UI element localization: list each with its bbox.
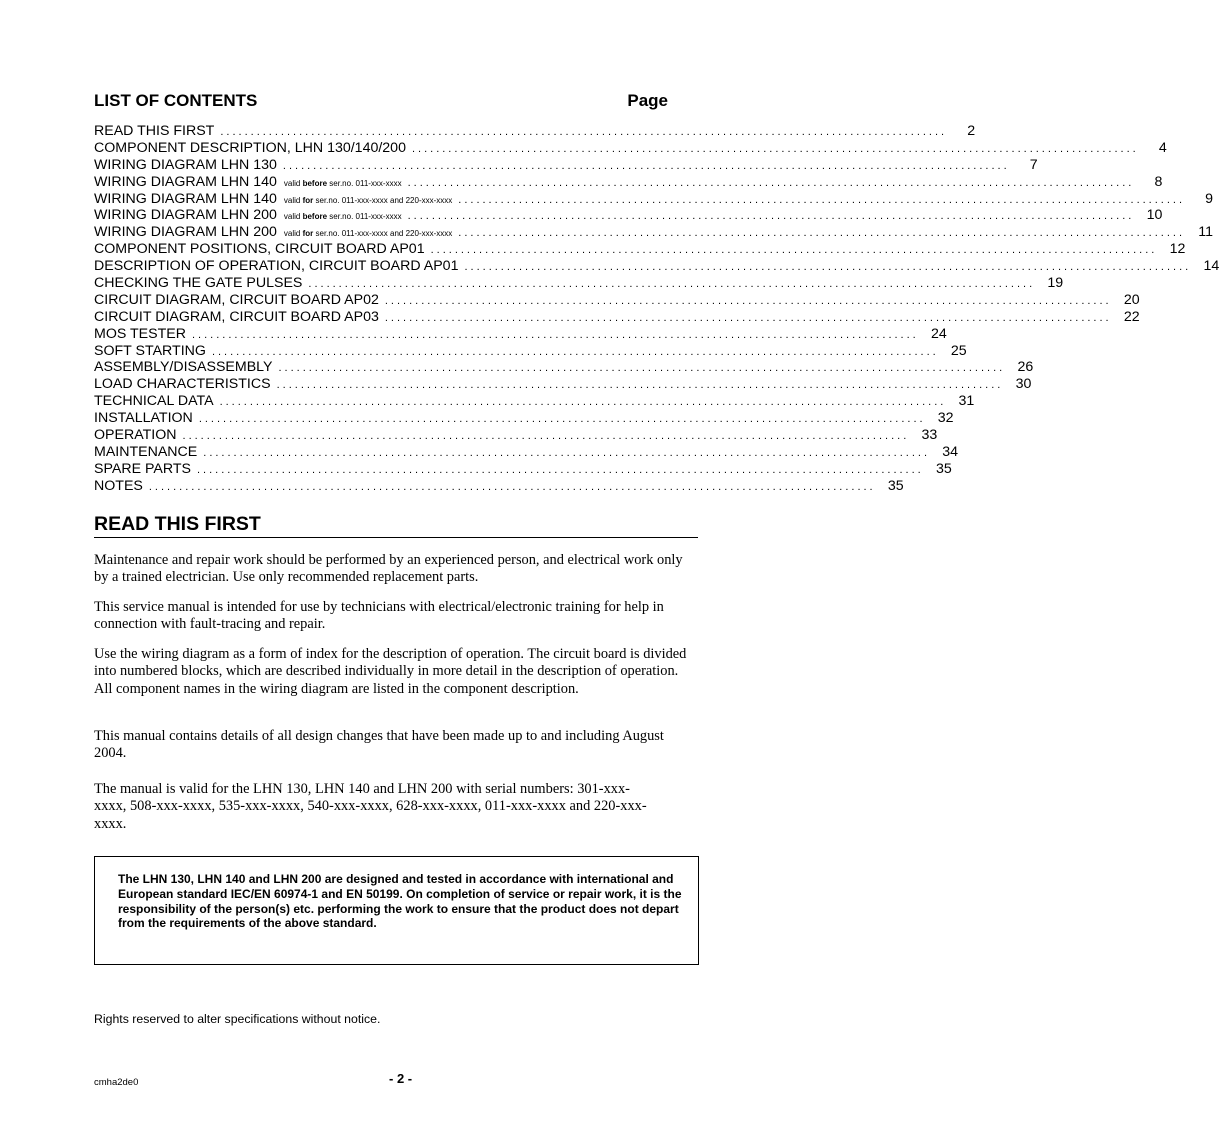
standards-notice-text: The LHN 130, LHN 140 and LHN 200 are designed and tested in accordance with international and European standard IEC/EN 60974-1 and EN 50199. On completion of service or repair work, it is the responsibility of the person(s) etc. performing the work to ensure that the product does not depart from the requirements of the above standard. (118, 872, 682, 931)
toc-entry (94, 359, 1034, 376)
toc-dot-leader: ........................................................................................................................ (219, 396, 947, 409)
toc-dot-leader: ........................................................................................................................ (196, 463, 924, 476)
toc-dot-leader: ........................................................................................................................ (148, 480, 876, 493)
toc-dot-leader: ........................................................................................................................ (198, 413, 926, 426)
toc-entry-page: 12 (1169, 241, 1186, 258)
toc-page-label: Page (627, 91, 668, 110)
toc-entry-page: 35 (935, 460, 952, 477)
toc-entry-validity-note: valid before ser.no. 011-xxx-xxxx (283, 178, 402, 188)
toc-entry-title: SPARE PARTS (94, 460, 191, 477)
toc-dot-leader: ........................................................................................................................ (407, 176, 1135, 189)
toc-dot-leader: ........................................................................................................................ (411, 142, 1139, 155)
toc-entry (94, 207, 1163, 224)
toc-entry-page: 19 (1047, 275, 1064, 292)
toc-entry-page: 32 (937, 410, 954, 427)
toc-entry (94, 308, 1140, 326)
toc-entry-title: NOTES (94, 477, 143, 494)
toc-entry (94, 443, 959, 461)
toc-entry-title: WIRING DIAGRAM LHN 140 (94, 173, 277, 190)
toc-entry-page: 34 (942, 443, 959, 460)
toc-entry-title: SOFT STARTING (94, 342, 206, 359)
toc-entry (94, 325, 947, 343)
paragraph-wiring-diagram: Use the wiring diagram as a form of index for the description of operation. The circuit board is divided into numbered blocks, which are described individually in more detail in the description of operation. All component names in the wiring diagram are listed in the component description. (94, 646, 687, 697)
toc-entry (94, 173, 1163, 191)
toc-entry-page: 25 (950, 342, 967, 359)
toc-entry (94, 139, 1167, 157)
toc-dot-leader: ........................................................................................................................ (464, 261, 1192, 274)
paragraph-service-manual: This service manual is intended for use by technicians with electrical/electronic training for help in connection with fault-tracing and repair. (94, 599, 664, 633)
toc-entry-page: 33 (921, 427, 938, 444)
toc-entry (94, 342, 967, 360)
toc-entry (94, 241, 1186, 258)
toc-entry (94, 393, 975, 410)
toc-entry-title: TECHNICAL DATA (94, 393, 214, 410)
toc-entry-validity-note: valid before ser.no. 011-xxx-xxxx (283, 212, 402, 222)
toc-title: LIST OF CONTENTS (94, 91, 258, 110)
toc-entry-page: 31 (958, 393, 975, 410)
toc-entry (94, 275, 1064, 292)
toc-dot-leader: ........................................................................................................................ (282, 159, 1010, 172)
toc-entry (94, 258, 1219, 275)
toc-entry-page: 2 (967, 123, 976, 139)
toc-entry-title: CHECKING THE GATE PULSES (94, 275, 303, 292)
toc-entry (94, 224, 1214, 241)
toc-entry (94, 291, 1140, 309)
toc-heading (94, 91, 668, 111)
toc-entry (94, 190, 1214, 208)
page-number: - 2 - (389, 1071, 413, 1086)
toc-entry (94, 427, 938, 444)
toc-entry-title: COMPONENT DESCRIPTION, LHN 130/140/200 (94, 139, 406, 156)
toc-entry-page: 26 (1017, 359, 1034, 376)
toc-dot-leader: ........................................................................................................................ (182, 430, 910, 443)
toc-dot-leader: ........................................................................................................................ (384, 311, 1112, 324)
toc-dot-leader: ........................................................................................................................ (458, 193, 1186, 206)
toc-entry (94, 156, 1038, 174)
toc-dot-leader: ........................................................................................................................ (430, 244, 1158, 257)
toc-entry-page: 24 (930, 325, 947, 342)
table-of-contents (94, 123, 1219, 495)
toc-entry-title: READ THIS FIRST (94, 123, 215, 139)
toc-entry-title: OPERATION (94, 427, 177, 444)
toc-dot-leader: ........................................................................................................................ (308, 278, 1036, 291)
toc-entry-title: MAINTENANCE (94, 443, 198, 460)
toc-entry (94, 376, 1032, 393)
toc-entry-title: LOAD CHARACTERISTICS (94, 376, 271, 393)
toc-entry-title: CIRCUIT DIAGRAM, CIRCUIT BOARD AP03 (94, 308, 379, 325)
toc-entry-title: MOS TESTER (94, 325, 186, 342)
toc-entry-page: 22 (1123, 308, 1140, 325)
toc-entry-title: ASSEMBLY/DISASSEMBLY (94, 359, 273, 376)
toc-entry-title: COMPONENT POSITIONS, CIRCUIT BOARD AP01 (94, 241, 425, 258)
toc-entry-title: WIRING DIAGRAM LHN 200 (94, 224, 277, 241)
toc-entry-title: WIRING DIAGRAM LHN 130 (94, 156, 277, 173)
toc-entry-validity-note: valid for ser.no. 011-xxx-xxxx and 220-xxx-xxxx (283, 195, 453, 205)
paragraph-validity: The manual is valid for the LHN 130, LHN 140 and LHN 200 with serial numbers: 301-xxx-xxxx, 508-xxx-xxxx, 535-xxx-xxxx, 540-xxx-xxxx, 628-xxx-xxxx, 011-xxx-xxxx and 220-xxx-xxxx. (94, 781, 647, 832)
toc-entry-title: INSTALLATION (94, 410, 193, 427)
toc-entry-title: CIRCUIT DIAGRAM, CIRCUIT BOARD AP02 (94, 291, 379, 308)
toc-entry-page: 20 (1123, 291, 1140, 308)
toc-entry-page: 9 (1205, 190, 1214, 207)
toc-dot-leader: ........................................................................................................................ (220, 126, 948, 138)
toc-entry-page: 14 (1203, 258, 1219, 275)
paragraph-maintenance: Maintenance and repair work should be performed by an experienced person, and electrical work only by a trained electrician. Use only recommended replacement parts. (94, 552, 683, 586)
document-code: cmha2de0 (94, 1077, 139, 1088)
toc-entry-title: WIRING DIAGRAM LHN 200 (94, 207, 277, 224)
toc-entry-page: 7 (1029, 156, 1038, 173)
toc-dot-leader: ........................................................................................................................ (278, 362, 1006, 375)
toc-dot-leader: ........................................................................................................................ (458, 227, 1186, 240)
toc-entry (94, 123, 976, 140)
rights-reserved-note: Rights reserved to alter specifications without notice. (94, 1012, 381, 1026)
toc-entry (94, 460, 952, 478)
toc-entry-page: 35 (887, 477, 904, 494)
toc-dot-leader: ........................................................................................................................ (203, 446, 931, 459)
standards-notice-box (94, 856, 699, 965)
toc-entry (94, 410, 954, 427)
toc-dot-leader: ........................................................................................................................ (211, 345, 939, 358)
toc-dot-leader: ........................................................................................................................ (191, 328, 919, 341)
toc-entry-page: 10 (1146, 207, 1163, 224)
toc-entry-page: 8 (1154, 173, 1163, 190)
toc-entry-page: 30 (1015, 376, 1032, 393)
read-this-first-heading: READ THIS FIRST (94, 512, 698, 538)
toc-entry-validity-note: valid for ser.no. 011-xxx-xxxx and 220-xxx-xxxx (283, 229, 453, 239)
toc-entry-title: DESCRIPTION OF OPERATION, CIRCUIT BOARD AP01 (94, 258, 459, 275)
toc-entry (94, 477, 904, 495)
toc-entry-page: 11 (1198, 224, 1214, 241)
paragraph-design-changes: This manual contains details of all design changes that have been made up to and including August 2004. (94, 728, 664, 762)
toc-dot-leader: ........................................................................................................................ (276, 379, 1004, 392)
toc-dot-leader: ........................................................................................................................ (407, 210, 1135, 223)
toc-entry-title: WIRING DIAGRAM LHN 140 (94, 190, 277, 207)
toc-entry-page: 4 (1158, 139, 1167, 156)
toc-dot-leader: ........................................................................................................................ (384, 294, 1112, 307)
